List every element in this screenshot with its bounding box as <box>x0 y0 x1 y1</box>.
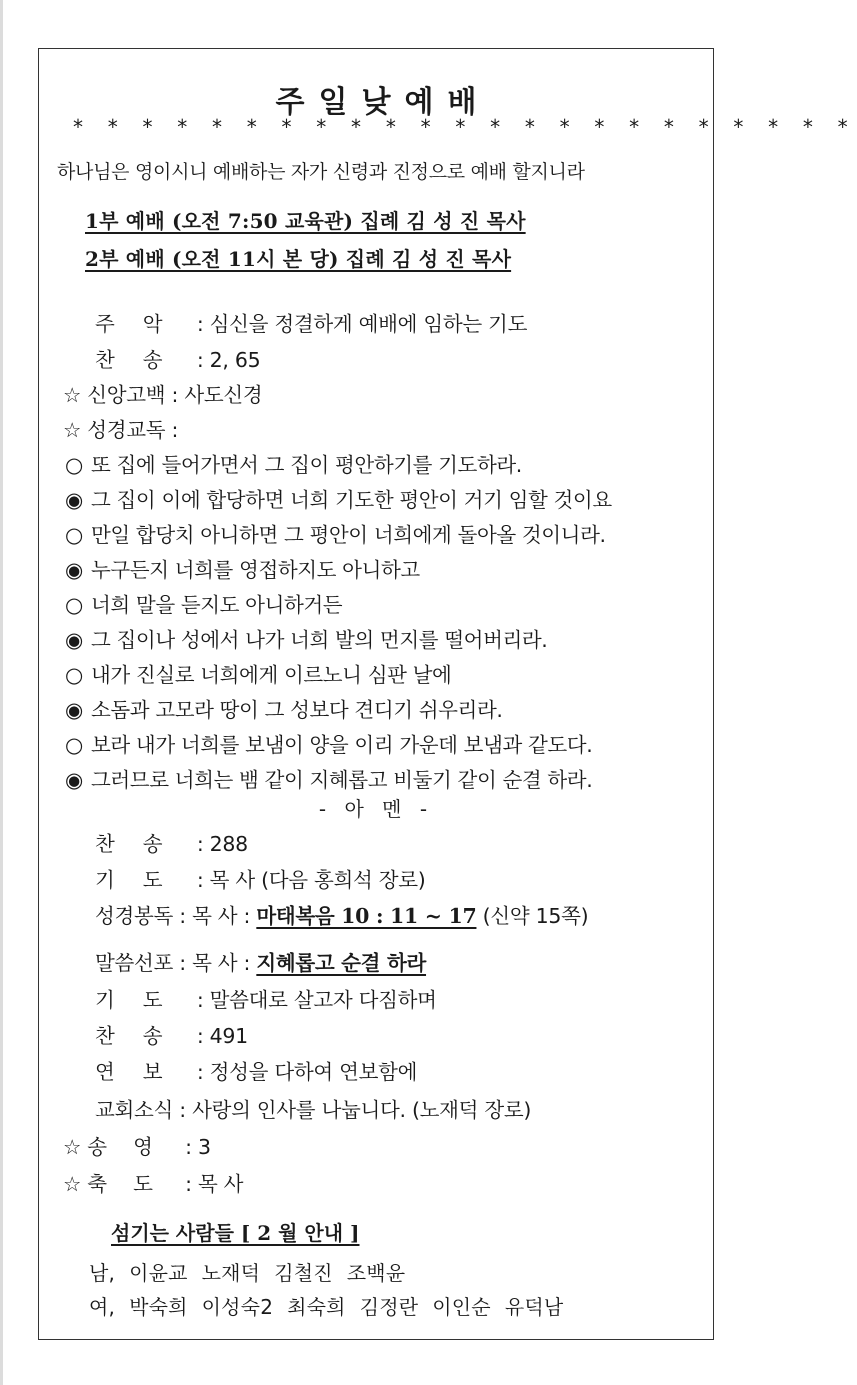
reading-text: 너희 말을 듣지도 아니하거든 <box>91 593 343 617</box>
amen: - 아 멘 - <box>318 797 434 821</box>
scripture-reference: 마태복음 10 : 11 ~ 17 <box>256 904 477 928</box>
order-value: 사랑의 인사를 나눕니다. (노재덕 장로) <box>192 1098 532 1122</box>
circle-open-icon: ○ <box>65 733 83 757</box>
order-value: 목 사 : <box>192 951 257 975</box>
server-name: 이인순 <box>432 1295 491 1319</box>
reading-line <box>65 763 592 793</box>
order-label: 축도 <box>87 1172 179 1196</box>
order-responsive-reading <box>63 413 178 443</box>
order-hymn-opening <box>95 343 260 373</box>
order-label: 송영 <box>87 1135 179 1159</box>
server-name: 이윤교 <box>129 1261 188 1285</box>
order-label: 기도 <box>95 988 191 1012</box>
order-label: 말씀선포 <box>95 951 174 975</box>
reading-line <box>65 658 451 688</box>
order-label: 연보 <box>95 1060 191 1084</box>
server-name: 유덕남 <box>504 1295 564 1319</box>
reading-text: 만일 합당치 아니하면 그 평안이 너희에게 돌아올 것이니라. <box>91 523 606 547</box>
reading-line <box>65 483 612 513</box>
order-sep: : <box>173 904 193 928</box>
star-icon: ☆ <box>63 418 82 442</box>
order-label: 기도 <box>95 868 191 892</box>
reading-text: 그러므로 너희는 뱀 같이 지혜롭고 비둘기 같이 순결 하라. <box>91 768 593 792</box>
order-prelude <box>95 307 527 337</box>
order-creed <box>63 378 262 408</box>
order-value: 목 사 (다음 홍희석 장로) <box>209 868 426 892</box>
reading-text: 그 집이나 성에서 나가 너희 발의 먼지를 떨어버리라. <box>91 628 548 652</box>
order-sermon <box>95 946 426 976</box>
order-sep: : <box>190 312 210 336</box>
reading-text: 누구든지 너희를 영접하지도 아니하고 <box>91 558 420 582</box>
order-sep: : <box>178 1172 198 1196</box>
order-value: 288 <box>209 832 248 856</box>
server-name: 박숙희 <box>129 1295 188 1319</box>
circle-open-icon: ○ <box>65 523 83 547</box>
reading-text: 내가 진실로 너희에게 이르노니 심판 날에 <box>91 663 452 687</box>
order-sep: : <box>190 1024 210 1048</box>
servers-men <box>89 1257 419 1286</box>
order-label: 찬송 <box>95 1024 191 1048</box>
reading-line <box>65 448 522 478</box>
order-value: 2, 65 <box>209 348 261 372</box>
reading-text: 보라 내가 너희를 보냄이 양을 이리 가운데 보냄과 같도다. <box>91 733 593 757</box>
reading-text: 그 집이 이에 합당하면 너희 기도한 평안이 거기 임할 것이요 <box>91 488 612 512</box>
circle-open-icon: ○ <box>65 453 83 477</box>
servers-women <box>89 1291 577 1320</box>
motto: 하나님은 영이시니 예배하는 자가 신령과 진정으로 예배 할지니라 <box>57 161 585 183</box>
reading-line <box>65 553 420 583</box>
order-sep: : <box>173 1098 193 1122</box>
circle-filled-icon: ◉ <box>65 628 83 652</box>
order-label: 찬송 <box>95 348 191 372</box>
order-label: 성경봉독 <box>95 904 174 928</box>
reading-line <box>65 623 547 653</box>
order-prayer-2 <box>95 983 437 1013</box>
star-icon: ☆ <box>63 383 82 407</box>
reading-line <box>65 518 606 548</box>
circle-filled-icon: ◉ <box>65 768 83 792</box>
servers-title: 섬기는 사람들 [ 2 월 안내 ] <box>111 1221 360 1245</box>
order-scripture <box>95 899 588 929</box>
women-label: 여, <box>89 1295 116 1319</box>
order-hymn-2 <box>95 827 248 857</box>
order-offering <box>95 1055 417 1085</box>
order-sep: : <box>190 348 210 372</box>
order-value: 정성을 다하여 연보함에 <box>209 1060 418 1084</box>
star-icon: ☆ <box>63 1172 82 1196</box>
bulletin-frame <box>38 48 857 1340</box>
scripture-page: (신약 15쪽) <box>476 904 589 928</box>
order-value: 491 <box>209 1024 248 1048</box>
order-label: 주악 <box>95 312 191 336</box>
order-label: 찬송 <box>95 832 191 856</box>
star-divider: * * * * * * * * * * * * * * * * * * * * * * * <box>73 115 857 139</box>
reading-line <box>65 588 342 618</box>
order-value: 목 사 : <box>192 904 257 928</box>
order-sep: : <box>190 832 210 856</box>
order-value: 심신을 정결하게 예배에 임하는 기도 <box>209 312 528 336</box>
order-value: 3 <box>197 1135 211 1159</box>
server-name: 이성숙2 <box>201 1295 274 1319</box>
men-label: 남, <box>89 1261 116 1285</box>
server-name: 노재덕 <box>201 1261 261 1285</box>
service-2: 2부 예배 (오전 11시 본 당) 집례 김 성 진 목사 <box>85 247 512 271</box>
server-name: 조백윤 <box>346 1261 406 1285</box>
order-value: 사도신경 <box>184 383 263 407</box>
reading-line <box>65 693 502 723</box>
circle-open-icon: ○ <box>65 663 83 687</box>
order-value: 목 사 <box>197 1172 244 1196</box>
order-label: 교회소식 <box>95 1098 174 1122</box>
order-sep: : <box>190 988 210 1012</box>
page-title: 주일낮예배 <box>275 85 491 120</box>
order-sep: : <box>178 1135 198 1159</box>
order-label: 성경교독 <box>87 418 166 442</box>
circle-filled-icon: ◉ <box>65 558 83 582</box>
order-sep: : <box>173 951 193 975</box>
reading-text: 또 집에 들어가면서 그 집이 평안하기를 기도하라. <box>91 453 522 477</box>
order-value: 말씀대로 살고자 다짐하며 <box>209 988 437 1012</box>
order-benediction <box>63 1167 243 1197</box>
star-icon: ☆ <box>63 1135 82 1159</box>
page-edge <box>0 0 3 1385</box>
server-name: 최숙희 <box>287 1295 346 1319</box>
order-sep: : <box>165 418 179 442</box>
circle-filled-icon: ◉ <box>65 488 83 512</box>
reading-text: 소돔과 고모라 땅이 그 성보다 견디기 쉬우리라. <box>91 698 503 722</box>
circle-open-icon: ○ <box>65 593 83 617</box>
order-hymn-3 <box>95 1019 248 1049</box>
order-prayer-1 <box>95 863 425 893</box>
order-label: 신앙고백 <box>87 383 166 407</box>
order-sep: : <box>190 1060 210 1084</box>
reading-line <box>65 728 592 758</box>
server-name: 김정란 <box>359 1295 419 1319</box>
order-church-news <box>95 1093 531 1123</box>
order-sep: : <box>190 868 210 892</box>
order-sep: : <box>165 383 185 407</box>
server-name: 김철진 <box>274 1261 333 1285</box>
order-doxology <box>63 1130 211 1160</box>
sermon-title: 지혜롭고 순결 하라 <box>256 951 427 975</box>
service-1: 1부 예배 (오전 7:50 교육관) 집례 김 성 진 목사 <box>85 209 526 233</box>
circle-filled-icon: ◉ <box>65 698 83 722</box>
